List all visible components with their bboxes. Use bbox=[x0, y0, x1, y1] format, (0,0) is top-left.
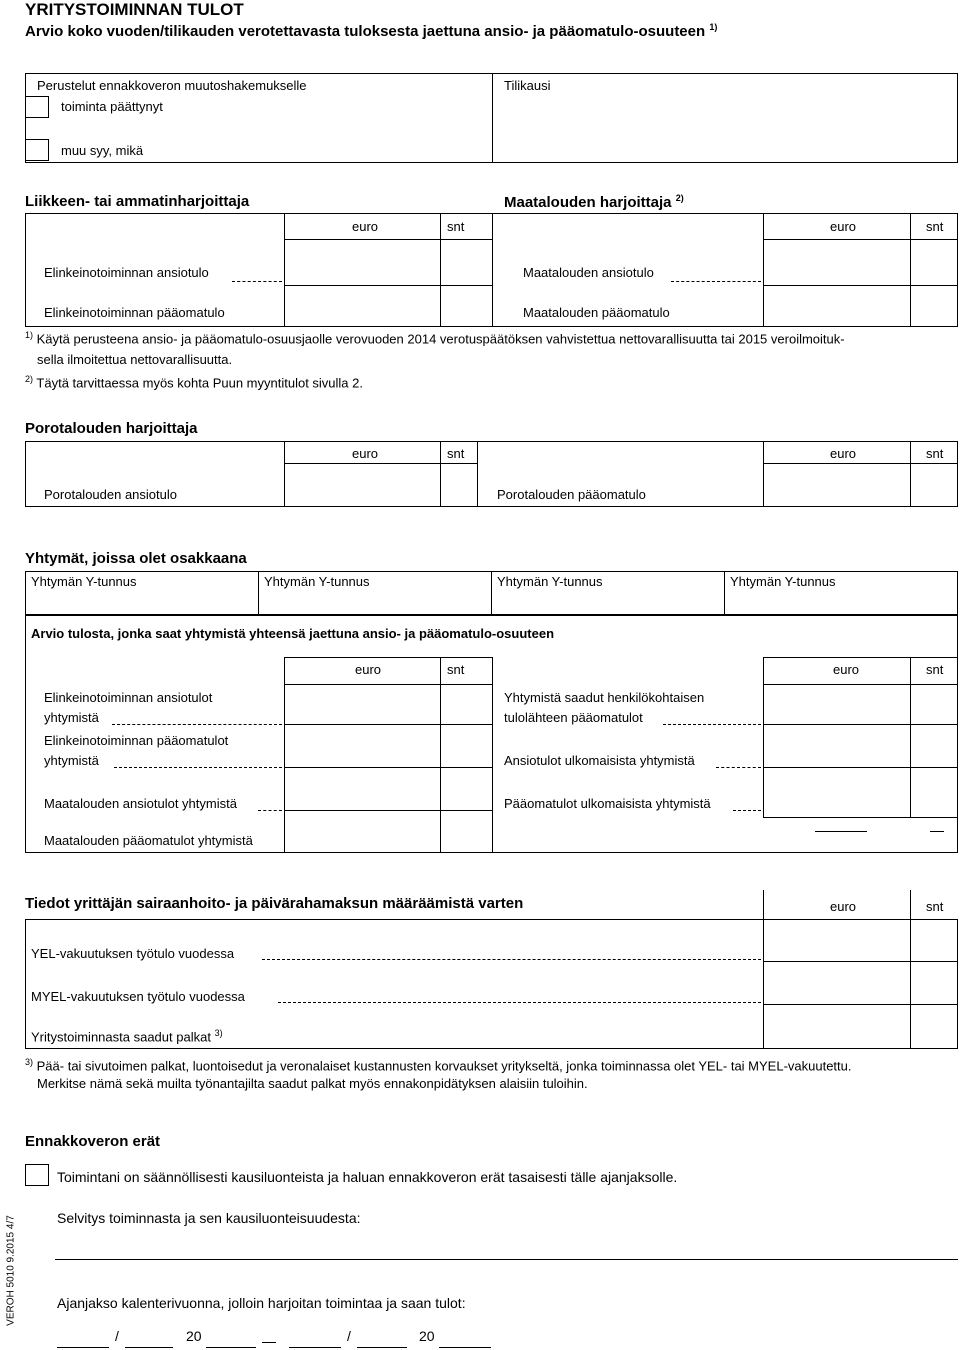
start-year-prefix: 20 bbox=[186, 1328, 202, 1344]
partnership-unit-line-left bbox=[284, 684, 492, 685]
agriculture-heading bbox=[504, 193, 684, 211]
business-cents-unit: snt bbox=[447, 219, 465, 234]
partner-left-item-1-line2: yhtymistä bbox=[44, 710, 99, 725]
business-amount-left bbox=[284, 213, 285, 327]
footnote-3-mark: 3) bbox=[25, 1057, 34, 1067]
reindeer-unit-row-line-left bbox=[284, 463, 477, 464]
subtitle-note: 1) bbox=[709, 22, 718, 32]
partnership-divider bbox=[492, 657, 493, 853]
agriculture-heading-note: 2) bbox=[675, 193, 684, 203]
salaries-text: Yritystoiminnasta saadut palkat bbox=[31, 1029, 211, 1045]
reindeer-divider bbox=[477, 441, 478, 507]
reindeer-cents-unit-left: snt bbox=[447, 446, 465, 461]
reindeer-left-amount bbox=[284, 441, 285, 507]
partner-left-row-3 bbox=[284, 810, 492, 811]
start-slash: / bbox=[115, 1328, 119, 1344]
business-id-label-2: Yhtymän Y-tunnus bbox=[264, 574, 370, 589]
business-heading: Liikkeen- tai ammatinharjoittaja bbox=[25, 193, 250, 210]
partner-left-item-1-leader bbox=[112, 724, 282, 725]
partnership-left-cents-sep bbox=[440, 657, 441, 853]
partner-right-item-3-leader bbox=[733, 810, 761, 811]
partner-left-item-1-line1: Elinkeinotoiminnan ansiotulot bbox=[44, 690, 213, 705]
grounds-divider bbox=[492, 73, 493, 163]
other-reason-label: muu syy, mikä bbox=[61, 143, 144, 158]
reindeer-earned-label: Porotalouden ansiotulo bbox=[44, 487, 177, 502]
partnership-left-amount bbox=[284, 657, 285, 853]
salaries-note: 3) bbox=[214, 1028, 223, 1038]
form-code: VEROH 5010 9.2015 4/7 bbox=[5, 1215, 17, 1326]
partnerships-heading: Yhtymät, joissa olet osakkaana bbox=[25, 550, 247, 567]
footnote-1-line1: Käytä perusteena ansio- ja pääomatulo-osuusjaolle verovuoden 2014 verotuspäätöksen vahvistettua nettovarallisuutta tai 2015 veroilmoituk- bbox=[36, 331, 845, 347]
reindeer-euro-unit-right: euro bbox=[830, 446, 857, 461]
business-id-sep-3 bbox=[724, 571, 725, 615]
ended-label: toiminta päättynyt bbox=[61, 99, 163, 114]
agri-cents-unit: snt bbox=[926, 219, 944, 234]
page-title: YRITYSTOIMINNAN TULOT bbox=[25, 0, 244, 19]
footnote-2-mark: 2) bbox=[25, 374, 34, 384]
myel-label: MYEL-vakuutuksen työtulo vuodessa bbox=[31, 989, 245, 1004]
partnership-estimate-heading: Arvio tulosta, jonka saat yhtymistä yhteensä jaettuna ansio- ja pääomatulo-osuuteen bbox=[31, 626, 555, 641]
partnership-top-right bbox=[763, 657, 958, 658]
agri-earned-label: Maatalouden ansiotulo bbox=[523, 265, 654, 280]
business-id-sep-1 bbox=[258, 571, 259, 615]
business-agri-divider bbox=[492, 213, 493, 327]
business-id-label-4: Yhtymän Y-tunnus bbox=[730, 574, 836, 589]
yel-leader bbox=[262, 959, 761, 960]
period-label: Ajanjakso kalenterivuonna, jolloin harjoitan toimintaa ja saan tulot: bbox=[57, 1295, 466, 1311]
partnership-cents-unit-right: snt bbox=[926, 662, 944, 677]
insurance-euro-unit: euro bbox=[830, 899, 857, 914]
business-capital-label: Elinkeinotoiminnan pääomatulo bbox=[44, 305, 225, 320]
start-month-field[interactable] bbox=[125, 1347, 173, 1348]
end-year-prefix: 20 bbox=[419, 1328, 435, 1344]
partnership-top-left bbox=[284, 657, 492, 658]
reindeer-unit-row-line-right bbox=[763, 463, 958, 464]
partnership-right-cents-sep bbox=[910, 657, 911, 817]
start-year-field[interactable] bbox=[206, 1347, 256, 1348]
agri-earned-leader bbox=[671, 281, 761, 282]
insurance-row-2 bbox=[763, 1004, 958, 1005]
partner-right-row-2 bbox=[763, 767, 958, 768]
agri-amount-left bbox=[763, 213, 764, 327]
business-id-label-1: Yhtymän Y-tunnus bbox=[31, 574, 137, 589]
footnote-3-line1: Pää- tai sivutoimen palkat, luontoisedut ja veronalaiset kustannusten korvaukset yritykseltä, jonka toiminnassa olet YEL- tai MYEL-vakuutettu. bbox=[36, 1058, 852, 1074]
partnership-right-amount bbox=[763, 657, 764, 817]
agri-cents-sep bbox=[910, 213, 911, 327]
reindeer-right-amount bbox=[763, 441, 764, 507]
end-month-field[interactable] bbox=[357, 1347, 407, 1348]
partner-right-blank-cents bbox=[930, 831, 944, 832]
partner-left-item-3-leader bbox=[258, 810, 282, 811]
footnote-1-mark: 1) bbox=[25, 330, 34, 340]
explanation-label: Selvitys toiminnasta ja sen kausiluonteisuudesta: bbox=[57, 1210, 361, 1226]
partner-left-row-1 bbox=[284, 724, 492, 725]
partner-left-item-2-leader bbox=[114, 767, 282, 768]
partner-right-blank-euro bbox=[815, 831, 867, 832]
partner-right-item-1-leader bbox=[663, 724, 761, 725]
insurance-heading: Tiedot yrittäjän sairaanhoito- ja päivärahamaksun määräämistä varten bbox=[25, 895, 524, 912]
reindeer-left-cents-sep bbox=[440, 441, 441, 507]
agri-unit-row-line bbox=[763, 239, 958, 240]
ended-checkbox[interactable] bbox=[25, 96, 49, 118]
footnote-1 bbox=[25, 330, 845, 346]
business-earned-label: Elinkeinotoiminnan ansiotulo bbox=[44, 265, 209, 280]
business-earned-leader bbox=[232, 281, 282, 282]
agriculture-heading-text: Maatalouden harjoittaja bbox=[504, 194, 672, 211]
footnote-2 bbox=[25, 374, 363, 390]
seasonal-checkbox[interactable] bbox=[25, 1164, 49, 1186]
subtitle-text: Arvio koko vuoden/tilikauden verotettavasta tuloksesta jaettuna ansio- ja pääomatulo-osuuteen bbox=[25, 23, 706, 40]
reindeer-heading: Porotalouden harjoittaja bbox=[25, 420, 198, 437]
partnership-euro-unit-left: euro bbox=[355, 662, 382, 677]
end-year-field[interactable] bbox=[439, 1347, 491, 1348]
partner-left-item-4: Maatalouden pääomatulot yhtymistä bbox=[44, 833, 253, 848]
footnote-3-line2: Merkitse nämä sekä muilta työnantajilta saadut palkat myös ennakonpidätyksen alaisiin tuloihin. bbox=[37, 1076, 588, 1091]
explanation-field[interactable] bbox=[55, 1259, 958, 1260]
partner-left-item-2-line1: Elinkeinotoiminnan pääomatulot bbox=[44, 733, 229, 748]
partnership-unit-line-right bbox=[763, 684, 958, 685]
business-id-label-3: Yhtymän Y-tunnus bbox=[497, 574, 603, 589]
footnote-2-text: Täytä tarvittaessa myös kohta Puun myyntitulot sivulla 2. bbox=[36, 375, 363, 391]
footnote-3 bbox=[25, 1057, 852, 1073]
partner-left-item-3: Maatalouden ansiotulot yhtymistä bbox=[44, 796, 237, 811]
partner-right-item-1-line1: Yhtymistä saadut henkilökohtaisen bbox=[504, 690, 705, 705]
salaries-label bbox=[31, 1028, 223, 1044]
insurance-row-1 bbox=[763, 961, 958, 962]
partner-right-item-3: Pääomatulot ulkomaisista yhtymistä bbox=[504, 796, 711, 811]
insurance-cents-sep bbox=[910, 890, 911, 1049]
grounds-label: Perustelut ennakkoveron muutoshakemukselle bbox=[37, 78, 307, 93]
partnership-euro-unit-right: euro bbox=[833, 662, 860, 677]
end-slash: / bbox=[347, 1328, 351, 1344]
seasonal-checkbox-label: Toimintani on säännöllisesti kausiluonteista ja haluan ennakkoveron erät tasaisesti tälle ajanjaksolle. bbox=[57, 1169, 678, 1185]
agri-mid-line bbox=[763, 285, 958, 286]
installments-heading: Ennakkoveron erät bbox=[25, 1133, 161, 1150]
reindeer-right-cents-sep bbox=[910, 441, 911, 507]
partner-right-item-2-leader bbox=[716, 767, 761, 768]
business-mid-line bbox=[284, 285, 492, 286]
other-reason-checkbox[interactable] bbox=[25, 139, 49, 161]
business-unit-row-line bbox=[284, 239, 492, 240]
agri-euro-unit: euro bbox=[830, 219, 857, 234]
partner-right-item-1-line2: tulolähteen pääomatulot bbox=[504, 710, 643, 725]
business-id-sep-2 bbox=[491, 571, 492, 615]
page-subtitle bbox=[25, 22, 717, 40]
agri-capital-label: Maatalouden pääomatulo bbox=[523, 305, 670, 320]
reindeer-euro-unit-left: euro bbox=[352, 446, 379, 461]
insurance-left-edge bbox=[25, 919, 26, 1049]
partner-right-row-1 bbox=[763, 724, 958, 725]
reindeer-cents-unit-right: snt bbox=[926, 446, 944, 461]
business-euro-unit: euro bbox=[352, 219, 379, 234]
end-day-field[interactable] bbox=[289, 1347, 341, 1348]
insurance-amount-left bbox=[763, 890, 764, 1049]
footnote-1-line2: sella ilmoitettua nettovarallisuutta. bbox=[37, 352, 233, 367]
myel-leader bbox=[278, 1002, 761, 1003]
partner-left-row-2 bbox=[284, 767, 492, 768]
partner-left-item-2-line2: yhtymistä bbox=[44, 753, 99, 768]
fiscal-year-label: Tilikausi bbox=[504, 78, 551, 93]
business-cents-sep bbox=[440, 213, 441, 327]
insurance-cents-unit: snt bbox=[926, 899, 944, 914]
start-day-field[interactable] bbox=[57, 1347, 109, 1348]
partner-right-item-2: Ansiotulot ulkomaisista yhtymistä bbox=[504, 753, 695, 768]
partnership-cents-unit-left: snt bbox=[447, 662, 465, 677]
reindeer-capital-label: Porotalouden pääomatulo bbox=[497, 487, 646, 502]
partnership-right-bottom bbox=[763, 817, 958, 818]
period-dash bbox=[262, 1342, 276, 1343]
yel-label: YEL-vakuutuksen työtulo vuodessa bbox=[31, 946, 235, 961]
